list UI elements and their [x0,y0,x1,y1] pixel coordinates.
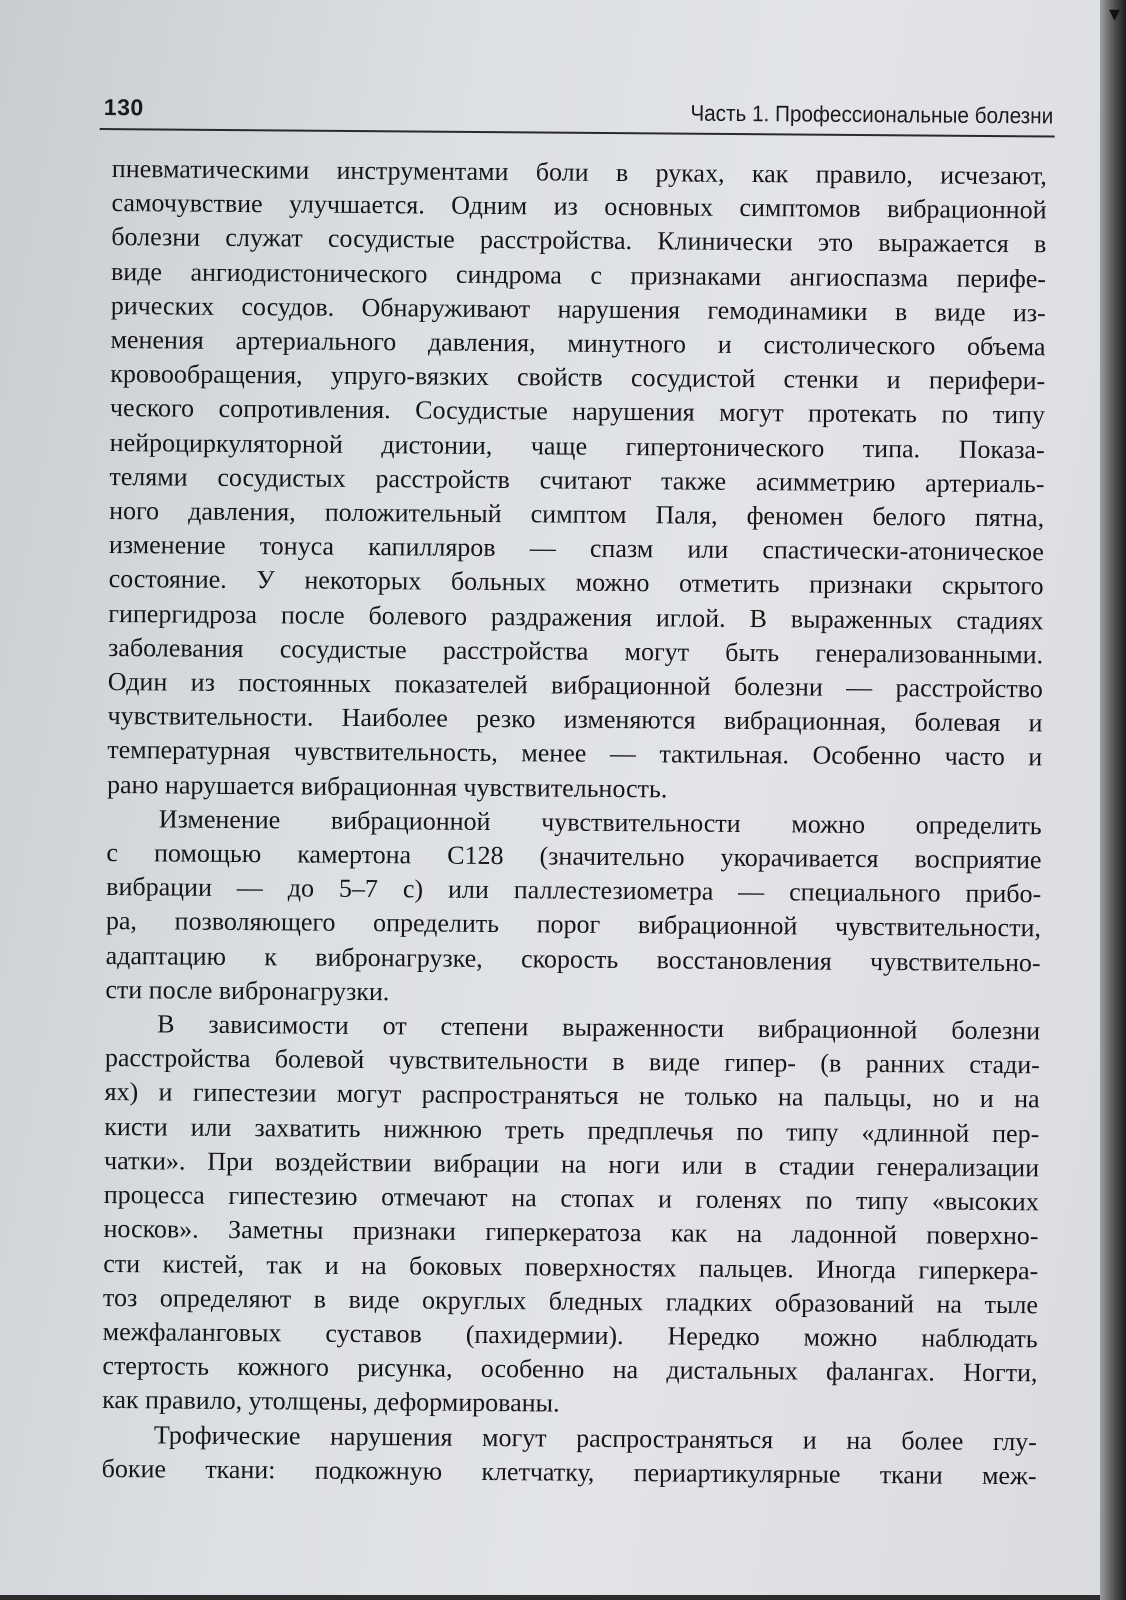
scan-edge-shadow [1100,0,1126,1600]
text-line: чувствительности. Наиболее резко изменяются вибрационная, болевая и [107,701,1043,738]
paragraph-3 [102,1007,1040,1425]
text-line: носков». Заметны признаки гиперкератоза как на ладонной поверхно- [103,1214,1039,1251]
text-line: межфаланговых суставов (пахидермии). Нередко можно наблюдать [102,1316,1038,1354]
paragraph-4 [102,1417,1038,1493]
text-line: расстройства болевой чувствительности в виде гипер- (в ранних стади- [104,1043,1040,1080]
running-title: Часть 1. Профессиональные болезни [689,100,1053,129]
text-line: самочувствие улучшается. Одним из основных симптомов вибрационной [111,188,1047,225]
text-line: процесса гипестезию отмечают на стопах и голенях по типу «высоких [103,1180,1039,1217]
text-line: с помощью камертона С128 (значительно укорачивается восприятие [106,838,1042,875]
text-line: Изменение вибрационной чувствительности можно определить [158,804,1042,841]
text-line: температурная чувствительность, менее — тактильная. Особенно часто и [107,735,1043,772]
text-line: как правило, утолщены, деформированы. [102,1385,560,1418]
text-line: кровообращения, упруго-вязких свойств сосудистой стенки и перифери- [110,359,1046,396]
text-line: изменение тонуса капилляров — спазм или спастически-атоническое [108,530,1045,567]
text-line: Один из постоянных показателей вибрационной болезни — расстройство [107,667,1043,704]
text-line: В зависимости от степени выраженности вибрационной болезни [157,1009,1041,1046]
text-line: стертость кожного рисунка, особенно на дистальных фалангах. Ногти, [102,1351,1038,1388]
text-line: Трофические нарушения могут распространяться и на более глу- [153,1419,1038,1456]
text-line: чатки». При воздействии вибрации на ноги или в стадии генерализации [103,1145,1040,1183]
text-line: бокие ткани: подкожную клетчатку, периартикулярные ткани меж- [101,1453,1037,1491]
text-line: состояние. У некоторых больных можно отметить признаки скрытого [108,564,1044,601]
text-line: ях) и гипестезии могут распространяться не только на пальцы, но и на [104,1077,1040,1114]
text-line: болезни служат сосудистые расстройства. Клинически это выражается в [111,222,1047,259]
paragraph-2 [105,802,1042,1015]
text-line: пневматическими инструментами боли в руках, как правило, исчезают, [111,153,1047,191]
text-line: нейроциркуляторной дистонии, чаще гипертонического типа. Показа- [109,427,1045,464]
text-line: ного давления, положительный симптом Паля, феномен белого пятна, [109,496,1045,533]
page-number: 130 [103,94,144,121]
text-line: ческого сопротивления. Сосудистые нарушения могут протекать по типу [109,393,1046,430]
text-line: адаптацию к вибронагрузке, скорость восстановления чувствительно- [105,940,1041,977]
text-line: заболевания сосудистые расстройства могут быть генерализованными. [107,632,1044,670]
text-line: сти после вибронагрузки. [105,974,390,1007]
header-rule [100,128,1055,138]
text-line: менения артериального давления, минутного и систолического объема [110,325,1046,362]
running-header [100,88,1055,139]
text-line: рано нарушается вибрационная чувствительность. [106,769,668,804]
body-text [102,152,1047,1493]
corner-mark-icon: ▾ [1108,2,1120,27]
text-line: гипергидроза после болевого раздражения иглой. В выраженных стадиях [108,598,1044,635]
text-line: сти кистей, так и на боковых поверхностях пальцев. Иногда гиперкера- [103,1248,1039,1285]
text-line: тоз определяют в виде округлых бледных гладких образований на тыле [102,1282,1039,1320]
text-line: вибрации — до 5–7 с) или паллестезиометра — специального прибо- [106,872,1042,909]
text-line: ра, позволяющего определить порог вибрационной чувствительности, [105,906,1042,943]
paragraph-1 [107,152,1047,809]
text-line: виде ангиодистонического синдрома с признаками ангиоспазма перифе- [110,256,1047,293]
text-line: рических сосудов. Обнаруживают нарушения гемодинамики в виде из- [110,290,1046,328]
text-line: телями сосудистых расстройств считают также асимметрию артериаль- [109,461,1045,499]
text-line: кисти или захватить нижнюю треть предплечья по типу «длинной пер- [104,1111,1040,1149]
